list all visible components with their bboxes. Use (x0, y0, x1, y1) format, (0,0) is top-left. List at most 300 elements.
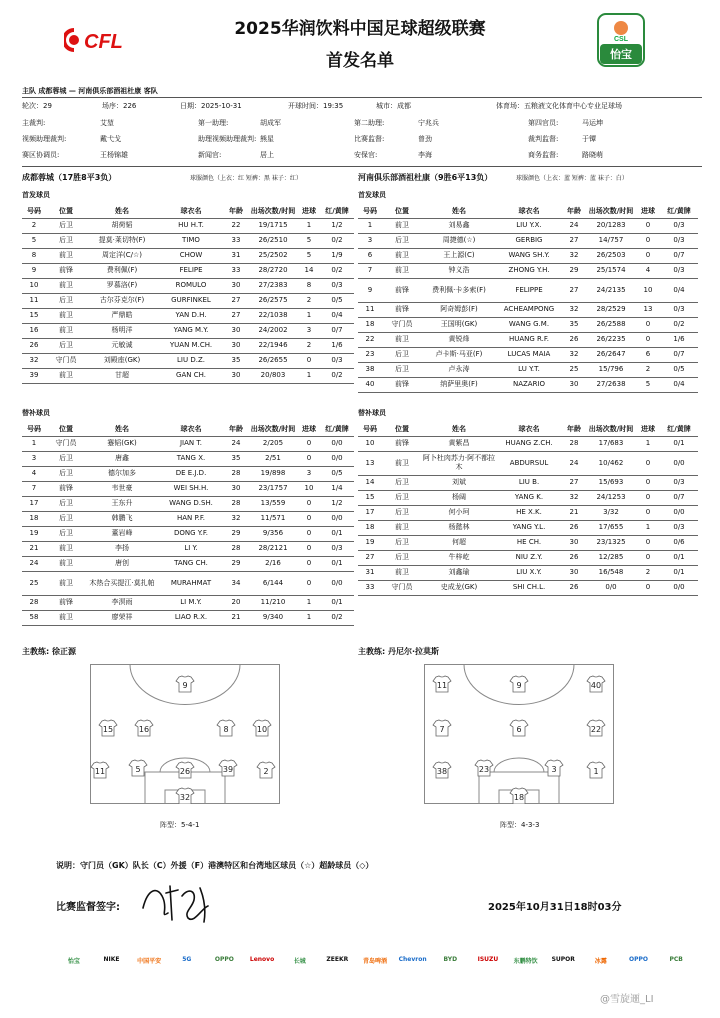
table-cell: 10 (358, 436, 382, 451)
table-cell: 21 (224, 610, 248, 625)
table-cell: NIU Z.Y. (496, 550, 562, 565)
table-cell: 后卫 (46, 466, 86, 481)
player-shirt-icon (433, 762, 451, 778)
table-cell: 前卫 (382, 565, 422, 580)
sponsor-logo: OPPO (214, 956, 234, 963)
column-header: 红/黄牌 (660, 424, 698, 436)
table-cell: 27 (562, 278, 586, 302)
table-cell: 前卫 (46, 556, 86, 571)
table-cell: 24 (22, 556, 46, 571)
table-row (22, 263, 354, 278)
table-cell: 26/2655 (248, 353, 298, 368)
table-cell: 11 (358, 302, 382, 317)
table-cell: 0/3 (320, 278, 354, 293)
column-header: 年龄 (562, 206, 586, 218)
table-cell: HAN P.F. (158, 511, 224, 526)
column-header: 红/黄牌 (320, 206, 354, 218)
table-cell: 后卫 (382, 475, 422, 490)
column-header: 球衣名 (158, 424, 224, 436)
column-header: 姓名 (86, 424, 158, 436)
table-cell: 1 (298, 595, 320, 610)
table-cell: 0 (636, 248, 660, 263)
table-cell: 费利佩(F) (86, 263, 158, 278)
divider (22, 97, 702, 98)
player-shirt-icon (135, 720, 153, 736)
player-shirt-icon (510, 676, 528, 692)
svg-text:7: 7 (439, 725, 445, 734)
svg-text:10: 10 (256, 725, 268, 734)
table-cell: 前卫 (382, 332, 422, 347)
away-formation: 阵型：4-3-3 (500, 821, 540, 829)
table-cell: 30 (224, 368, 248, 383)
official-label: 第四官员: (528, 119, 559, 127)
table-cell: 6/144 (248, 571, 298, 595)
table-cell: 牛梓屹 (422, 550, 496, 565)
table-cell: 18 (22, 511, 46, 526)
table-cell: 0/3 (660, 520, 698, 535)
home-subs-label: 替补球员 (22, 409, 50, 417)
player-shirt-icon (176, 788, 194, 804)
official-value: 路晓萌 (582, 151, 603, 159)
table-cell: 35 (224, 353, 248, 368)
home-kit: 球服颜色（上衣：红 短裤：黑 袜子：红） (190, 175, 302, 182)
table-cell: 18 (358, 317, 382, 332)
column-header: 出场次数/时间 (248, 424, 298, 436)
table-cell: 0 (636, 505, 660, 520)
table-cell: 32 (562, 248, 586, 263)
table-cell: 0 (636, 233, 660, 248)
table-cell: 王东升 (86, 496, 158, 511)
table-cell: LIU X.Y. (496, 565, 562, 580)
table-row (22, 556, 354, 571)
table-cell: 26 (562, 520, 586, 535)
table-cell: 前卫 (382, 218, 422, 233)
column-header: 位置 (382, 206, 422, 218)
home-starters-table (22, 206, 354, 384)
table-cell: 0/3 (660, 263, 698, 278)
table-cell: 5 (298, 233, 320, 248)
table-cell: 0 (298, 496, 320, 511)
svg-text:18: 18 (513, 793, 525, 802)
table-row (22, 338, 354, 353)
table-cell: 4 (636, 263, 660, 278)
city-info: 城市：成都 (376, 102, 411, 110)
table-cell: 2 (636, 362, 660, 377)
table-cell: GAN CH. (158, 368, 224, 383)
sponsor-logo: SUPOR (551, 956, 575, 963)
svg-text:32: 32 (179, 793, 191, 802)
table-cell: 阿奇姆彭(F) (422, 302, 496, 317)
table-header (358, 424, 698, 436)
table-row (358, 302, 698, 317)
table-row (358, 535, 698, 550)
date-info: 日期：2025-10-31 (180, 102, 242, 110)
table-cell: 30 (224, 278, 248, 293)
table-row (358, 377, 698, 392)
table-cell: 前锋 (382, 278, 422, 302)
table-cell: 0/3 (320, 541, 354, 556)
table-cell: 14/757 (586, 233, 636, 248)
table-cell: 20/1283 (586, 218, 636, 233)
player-shirt-icon (433, 720, 451, 736)
table-cell: 0/0 (586, 580, 636, 595)
table-cell: 后卫 (382, 550, 422, 565)
table-cell: 前卫 (382, 451, 422, 475)
table-cell: 28 (224, 466, 248, 481)
table-cell: 钟义浩 (422, 263, 496, 278)
player-shirt-icon (219, 760, 237, 776)
sponsor-logo: PCB (669, 956, 683, 963)
table-cell: 0/1 (320, 595, 354, 610)
table-cell: 前锋 (46, 595, 86, 610)
table-cell: TANG CH. (158, 556, 224, 571)
player-shirt-icon (545, 760, 563, 776)
player-shirt-icon (253, 720, 271, 736)
table-cell: 27 (358, 550, 382, 565)
table-cell: 后卫 (382, 505, 422, 520)
column-header: 姓名 (86, 206, 158, 218)
player-shirt-icon (475, 760, 493, 776)
table-cell: 0 (298, 556, 320, 571)
table-cell: 前卫 (46, 571, 86, 595)
table-cell: 1 (298, 218, 320, 233)
player-shirt-icon (510, 720, 528, 736)
table-row (358, 263, 698, 278)
table-row (22, 571, 354, 595)
table-cell: 9 (22, 263, 46, 278)
player-shirt-icon (587, 720, 605, 736)
table-cell: 0/6 (660, 535, 698, 550)
table-cell: 前卫 (382, 520, 422, 535)
table-cell: 15/796 (586, 362, 636, 377)
official-value: 居上 (260, 151, 274, 159)
table-cell: 后卫 (46, 511, 86, 526)
table-cell: 后卫 (46, 233, 86, 248)
table-cell: 德尔加多 (86, 466, 158, 481)
table-cell: SHI CH.L. (496, 580, 562, 595)
table-cell: JIAN T. (158, 436, 224, 451)
table-cell: 39 (22, 368, 46, 383)
away-subs-table (358, 424, 698, 596)
table-cell: 33 (224, 263, 248, 278)
svg-text:22: 22 (590, 725, 602, 734)
match-no-info: 场序：226 (102, 102, 137, 110)
table-row (358, 436, 698, 451)
table-cell: 9/356 (248, 526, 298, 541)
player-shirt-icon (587, 762, 605, 778)
table-cell: 0 (298, 436, 320, 451)
official-label: 助理视频助理裁判: (198, 135, 257, 143)
table-cell: 5 (298, 248, 320, 263)
away-pitch (424, 664, 614, 804)
table-cell: 26/2503 (586, 248, 636, 263)
table-cell: ABDURSUL (496, 451, 562, 475)
table-cell: 6 (358, 248, 382, 263)
table-cell: 25/2502 (248, 248, 298, 263)
column-header: 球衣名 (496, 424, 562, 436)
table-cell: 2 (298, 293, 320, 308)
league-title: 2025华润饮料中国足球超级联赛 (234, 19, 486, 39)
table-cell: 0/1 (660, 550, 698, 565)
table-cell: 5 (22, 233, 46, 248)
table-cell: 杨懿林 (422, 520, 496, 535)
table-cell: 费利佩·卡多索(F) (422, 278, 496, 302)
table-cell: LU Y.T. (496, 362, 562, 377)
table-cell: 1 (636, 520, 660, 535)
table-cell: YUAN M.CH. (158, 338, 224, 353)
svg-text:39: 39 (222, 765, 234, 774)
player-shirt-icon (510, 788, 528, 804)
table-row (22, 466, 354, 481)
player-shirt-icon (129, 760, 147, 776)
sponsor-logo: 青岛啤酒 (362, 958, 387, 965)
official-value: 李海 (418, 151, 432, 159)
table-cell: HUANG Z.CH. (496, 436, 562, 451)
table-cell: 2 (636, 565, 660, 580)
sponsor-logo: NIKE (103, 956, 120, 963)
table-cell: 后卫 (46, 218, 86, 233)
table-cell: ACHEAMPONG (496, 302, 562, 317)
table-cell: 5 (636, 377, 660, 392)
table-cell: 0/5 (660, 362, 698, 377)
table-cell: LI M.Y. (158, 595, 224, 610)
table-cell: 前锋 (382, 436, 422, 451)
table-cell: 前卫 (46, 278, 86, 293)
table-cell: 杨阔 (422, 490, 496, 505)
official-value: 曾劲 (418, 135, 432, 143)
table-cell: WANG SH.Y. (496, 248, 562, 263)
table-cell: 0/0 (660, 451, 698, 475)
table-cell: CHOW (158, 248, 224, 263)
table-cell: 守门员 (46, 436, 86, 451)
sponsor-logo: OPPO (629, 956, 649, 963)
table-cell: 27 (562, 475, 586, 490)
divider (22, 166, 702, 167)
column-header: 红/黄牌 (660, 206, 698, 218)
table-cell: 前卫 (382, 248, 422, 263)
table-cell: 0 (636, 580, 660, 595)
table-cell: GURFINKEL (158, 293, 224, 308)
table-cell: 0/7 (660, 490, 698, 505)
table-cell: 35 (562, 317, 586, 332)
table-cell: 0/3 (320, 353, 354, 368)
table-cell: 周捷德(☆) (422, 233, 496, 248)
column-header: 号码 (358, 424, 382, 436)
table-cell: 0 (636, 535, 660, 550)
table-cell: 后卫 (46, 496, 86, 511)
table-cell: 31 (224, 248, 248, 263)
home-coach: 主教练: 徐正源 (22, 647, 76, 656)
sponsor-logo: 长城 (293, 958, 306, 965)
sponsor-logo: Chevron (398, 956, 427, 963)
table-cell: 后卫 (382, 362, 422, 377)
player-shirt-icon (257, 762, 275, 778)
table-cell: 王国明(GK) (422, 317, 496, 332)
table-cell: 3 (22, 451, 46, 466)
table-cell: 阿卜杜肉苏力·阿不都拉木 (422, 451, 496, 475)
table-cell: 15 (22, 308, 46, 323)
table-cell: TIMO (158, 233, 224, 248)
table-cell: DONG Y.F. (158, 526, 224, 541)
table-cell: 1/6 (320, 338, 354, 353)
table-cell: 0/7 (660, 248, 698, 263)
table-cell: 27/2638 (586, 377, 636, 392)
table-cell: 周定洋(C/☆) (86, 248, 158, 263)
table-cell: 17 (358, 505, 382, 520)
sponsor-logo: BYD (443, 956, 458, 963)
official-value: 于镡 (582, 135, 596, 143)
table-cell: 杨明洋 (86, 323, 158, 338)
table-cell: 刘斌 (422, 475, 496, 490)
table-cell: 17/683 (586, 436, 636, 451)
table-cell: 2 (22, 218, 46, 233)
table-cell: 32 (562, 490, 586, 505)
official-value: 胡成军 (260, 119, 281, 127)
table-cell: 26 (22, 338, 46, 353)
table-cell: 0/2 (320, 610, 354, 625)
svg-text:3: 3 (551, 765, 557, 774)
table-cell: 甘超 (86, 368, 158, 383)
table-cell: YANG K. (496, 490, 562, 505)
table-row (358, 317, 698, 332)
round-info: 轮次：29 (22, 102, 52, 110)
table-cell: 刘鑫瑜 (422, 565, 496, 580)
table-cell: 守门员 (382, 580, 422, 595)
table-cell: 1 (358, 218, 382, 233)
table-cell: 21 (22, 541, 46, 556)
table-cell: 27/2383 (248, 278, 298, 293)
table-cell: 3/32 (586, 505, 636, 520)
table-cell: 李扬 (86, 541, 158, 556)
table-cell: 13 (358, 451, 382, 475)
away-subs-label: 替补球员 (358, 409, 386, 417)
table-cell: 29 (224, 556, 248, 571)
table-cell: 后卫 (382, 347, 422, 362)
table-cell: 前卫 (46, 610, 86, 625)
table-cell: 0/4 (660, 278, 698, 302)
svg-text:40: 40 (590, 681, 602, 690)
table-cell: 0/1 (320, 526, 354, 541)
table-cell: 1 (298, 368, 320, 383)
table-cell: 27 (224, 308, 248, 323)
table-cell: 1 (22, 436, 46, 451)
table-row (22, 353, 354, 368)
table-row (22, 323, 354, 338)
table-cell: 26 (562, 580, 586, 595)
table-cell: 0/1 (660, 565, 698, 580)
table-row (22, 436, 354, 451)
svg-text:6: 6 (516, 725, 522, 734)
table-cell: WEI SH.H. (158, 481, 224, 496)
column-header: 出场次数/时间 (248, 206, 298, 218)
sponsor-logo: 5G (182, 956, 192, 963)
table-cell: 何小珂 (422, 505, 496, 520)
table-cell: 30 (562, 535, 586, 550)
official-label: 比赛监督: (354, 135, 385, 143)
column-header: 位置 (46, 206, 86, 218)
table-cell: 26 (562, 550, 586, 565)
player-shirt-icon (587, 676, 605, 692)
player-shirt-icon (176, 676, 194, 692)
table-cell: 0/0 (320, 451, 354, 466)
table-cell: 34 (224, 571, 248, 595)
table-cell: 韦世豪 (86, 481, 158, 496)
table-cell: 26/2588 (586, 317, 636, 332)
away-team-name: 河南俱乐部酒祖杜康（9胜6平13负） (358, 173, 493, 182)
table-cell: 卢卡斯·马亚(F) (422, 347, 496, 362)
sponsor-bar (56, 950, 696, 972)
table-cell: 10/462 (586, 451, 636, 475)
table-cell: 0 (636, 317, 660, 332)
table-row (358, 233, 698, 248)
column-header: 出场次数/时间 (586, 206, 636, 218)
official-label: 商务监督: (528, 151, 559, 159)
table-cell: HU H.T. (158, 218, 224, 233)
table-cell: 10 (22, 278, 46, 293)
table-cell: 元敏诚 (86, 338, 158, 353)
table-cell: 2/51 (248, 451, 298, 466)
table-cell: 0/3 (660, 302, 698, 317)
table-cell: 后卫 (46, 451, 86, 466)
table-cell: 8 (298, 278, 320, 293)
table-cell: 23/1325 (586, 535, 636, 550)
table-cell: 17 (22, 496, 46, 511)
column-header: 姓名 (422, 206, 496, 218)
table-cell: 前卫 (46, 323, 86, 338)
table-cell: 22/1946 (248, 338, 298, 353)
home-starters-label: 首发球员 (22, 191, 50, 199)
table-cell: 27 (562, 233, 586, 248)
watermark: @雪旋逦_LI (600, 994, 654, 1005)
table-cell: 28 (224, 541, 248, 556)
table-row (22, 526, 354, 541)
table-cell: 0/3 (660, 475, 698, 490)
svg-text:11: 11 (436, 681, 448, 690)
table-row (22, 496, 354, 511)
table-cell: WANG G.M. (496, 317, 562, 332)
table-header (22, 206, 354, 218)
table-cell: 7 (22, 481, 46, 496)
player-shirt-icon (217, 720, 235, 736)
table-cell: 严鼎皓 (86, 308, 158, 323)
official-value: 王杨锦雄 (100, 151, 128, 159)
sponsor-logo: 冰露 (594, 958, 607, 965)
player-shirt-icon (99, 720, 117, 736)
table-cell: 刘殿座(GK) (86, 353, 158, 368)
handwritten-signature (138, 878, 228, 928)
table-cell: 守门员 (46, 353, 86, 368)
table-cell: 28 (224, 496, 248, 511)
table-cell: 17/655 (586, 520, 636, 535)
official-value: 宁兆兵 (418, 119, 439, 127)
table-cell: 0/2 (320, 233, 354, 248)
table-cell: 0/3 (660, 233, 698, 248)
legend-note: 说明：守门员（GK）队长（C）外援（F）港澳特区和台湾地区球员（☆）超龄球员（◇） (56, 861, 374, 870)
table-cell: 前锋 (382, 377, 422, 392)
table-cell: 24 (562, 218, 586, 233)
table-cell: 后卫 (46, 526, 86, 541)
table-cell: 0 (298, 541, 320, 556)
table-cell: 0/2 (320, 263, 354, 278)
table-row (358, 550, 698, 565)
table-cell: 0/0 (660, 505, 698, 520)
table-cell: HUANG R.F. (496, 332, 562, 347)
table-row (358, 332, 698, 347)
table-cell: 19/898 (248, 466, 298, 481)
sponsor-logo: ZEEKR (326, 956, 349, 963)
table-cell: 0/0 (320, 571, 354, 595)
sponsor-logo: ISUZU (477, 956, 499, 963)
